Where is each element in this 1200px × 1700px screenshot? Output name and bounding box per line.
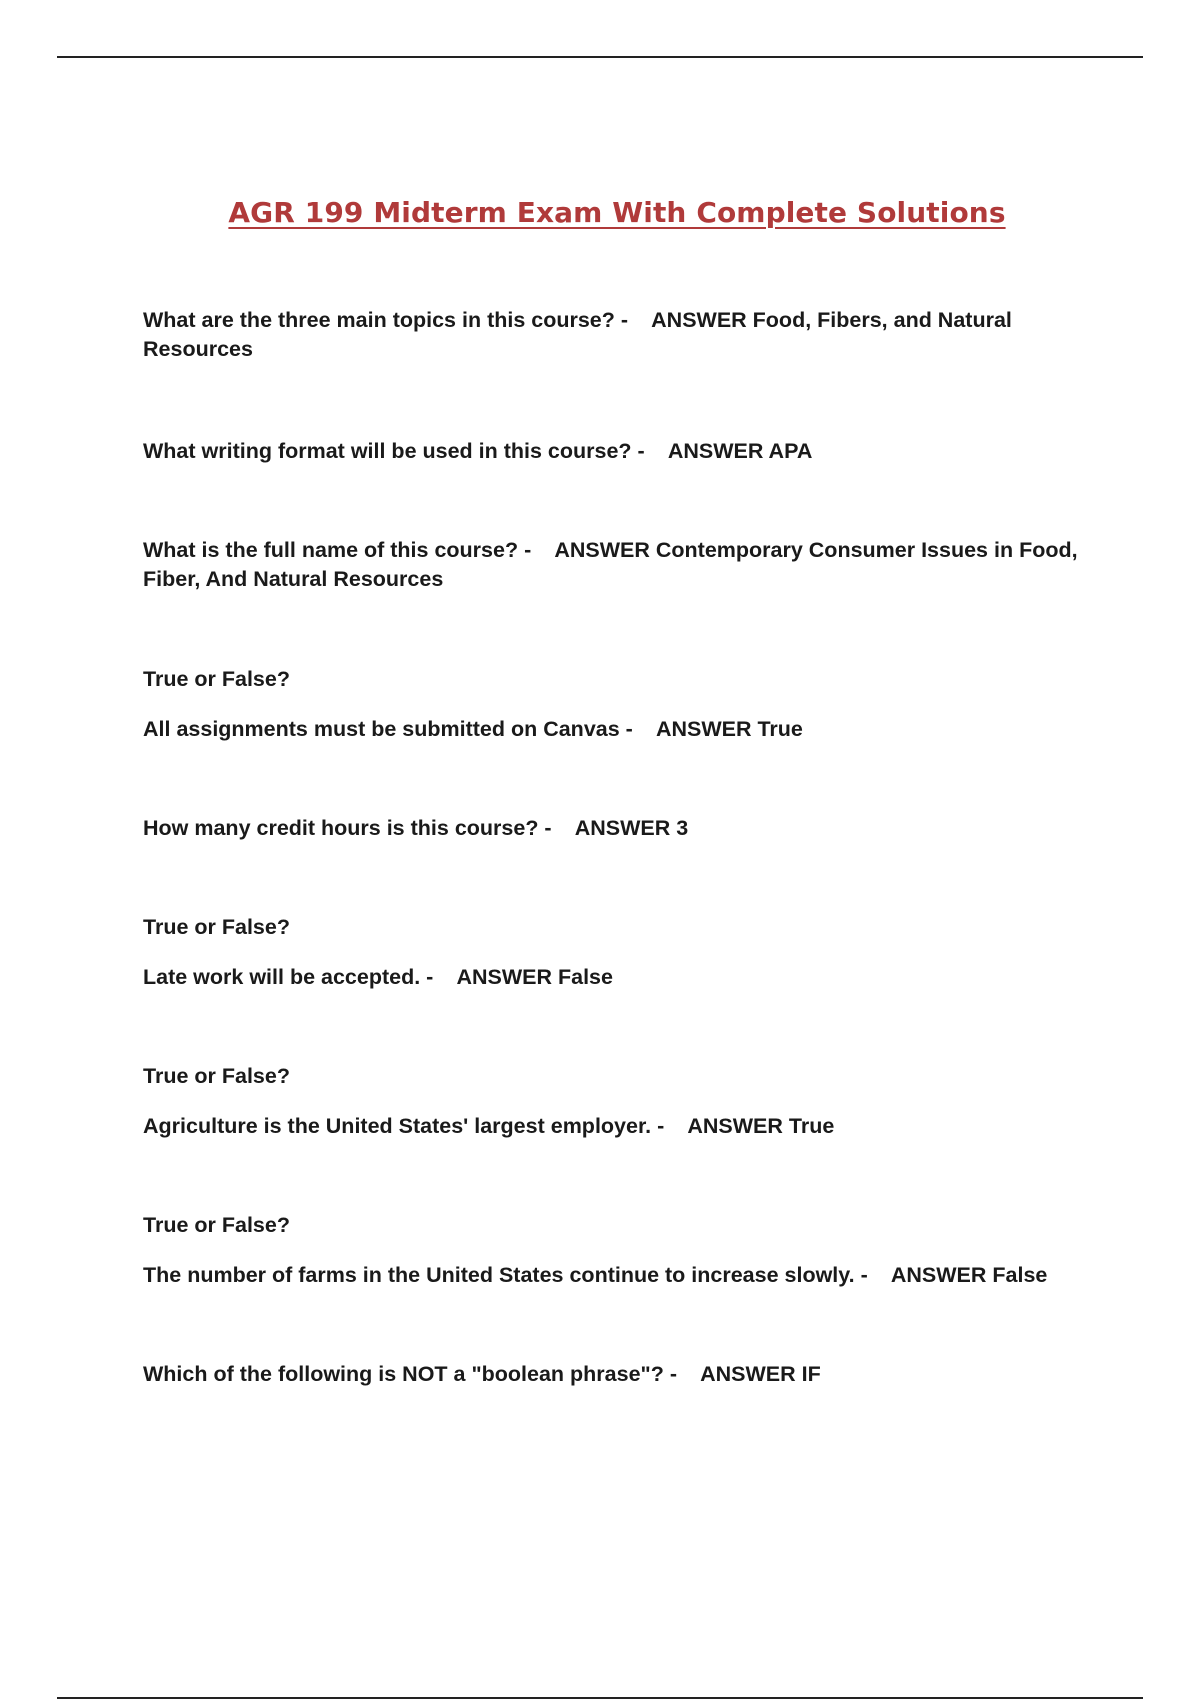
question-text: Agriculture is the United States' largest employer. -	[143, 1114, 665, 1138]
qa-item	[143, 306, 1103, 364]
qa-text	[143, 814, 1103, 843]
footer-rule	[57, 1697, 1143, 1699]
qa-text	[143, 1261, 1103, 1290]
qa-text	[143, 1360, 1103, 1389]
qa-text	[143, 715, 1103, 744]
qa-item	[143, 1062, 1103, 1141]
question-text: Late work will be accepted. -	[143, 965, 434, 989]
qa-text	[143, 963, 1103, 992]
answer-text: ANSWER True	[687, 1114, 835, 1138]
document-title: AGR 199 Midterm Exam With Complete Solutions	[228, 196, 1006, 229]
answer-text: ANSWER IF	[700, 1362, 821, 1386]
qa-item	[143, 1360, 1103, 1389]
qa-text	[143, 306, 1103, 364]
true-false-label: True or False?	[143, 1213, 290, 1237]
qa-text	[143, 536, 1103, 594]
question-text: All assignments must be submitted on Canvas -	[143, 717, 633, 741]
answer-text: ANSWER APA	[667, 439, 813, 463]
qa-item	[143, 1211, 1103, 1290]
answer-text: ANSWER False	[890, 1263, 1048, 1287]
header-rule	[57, 56, 1143, 58]
question-text: The number of farms in the United States continue to increase slowly. -	[143, 1263, 868, 1287]
answer-text: ANSWER False	[456, 965, 613, 989]
qa-item	[143, 536, 1103, 594]
question-text: How many credit hours is this course? -	[143, 816, 552, 840]
question-text: What are the three main topics in this course? -	[143, 308, 629, 332]
qa-item	[143, 437, 1103, 466]
qa-item	[143, 814, 1103, 843]
question-text: Which of the following is NOT a "boolean phrase"? -	[143, 1362, 678, 1386]
qa-item	[143, 913, 1103, 992]
question-text: What writing format will be used in this course? -	[143, 439, 645, 463]
qa-item	[143, 665, 1103, 744]
answer-text: ANSWER Food, Fibers, and Natural Resources	[143, 308, 1012, 361]
true-false-label: True or False?	[143, 915, 290, 939]
question-text: What is the full name of this course? -	[143, 538, 532, 562]
qa-text	[143, 1112, 1103, 1141]
qa-text	[143, 437, 1103, 466]
answer-text: ANSWER Contemporary Consumer Issues in Food, Fiber, And Natural Resources	[143, 538, 1078, 591]
true-false-label: True or False?	[143, 1064, 290, 1088]
true-false-label: True or False?	[143, 667, 290, 691]
answer-text: ANSWER 3	[574, 816, 689, 840]
answer-text: ANSWER True	[655, 717, 803, 741]
